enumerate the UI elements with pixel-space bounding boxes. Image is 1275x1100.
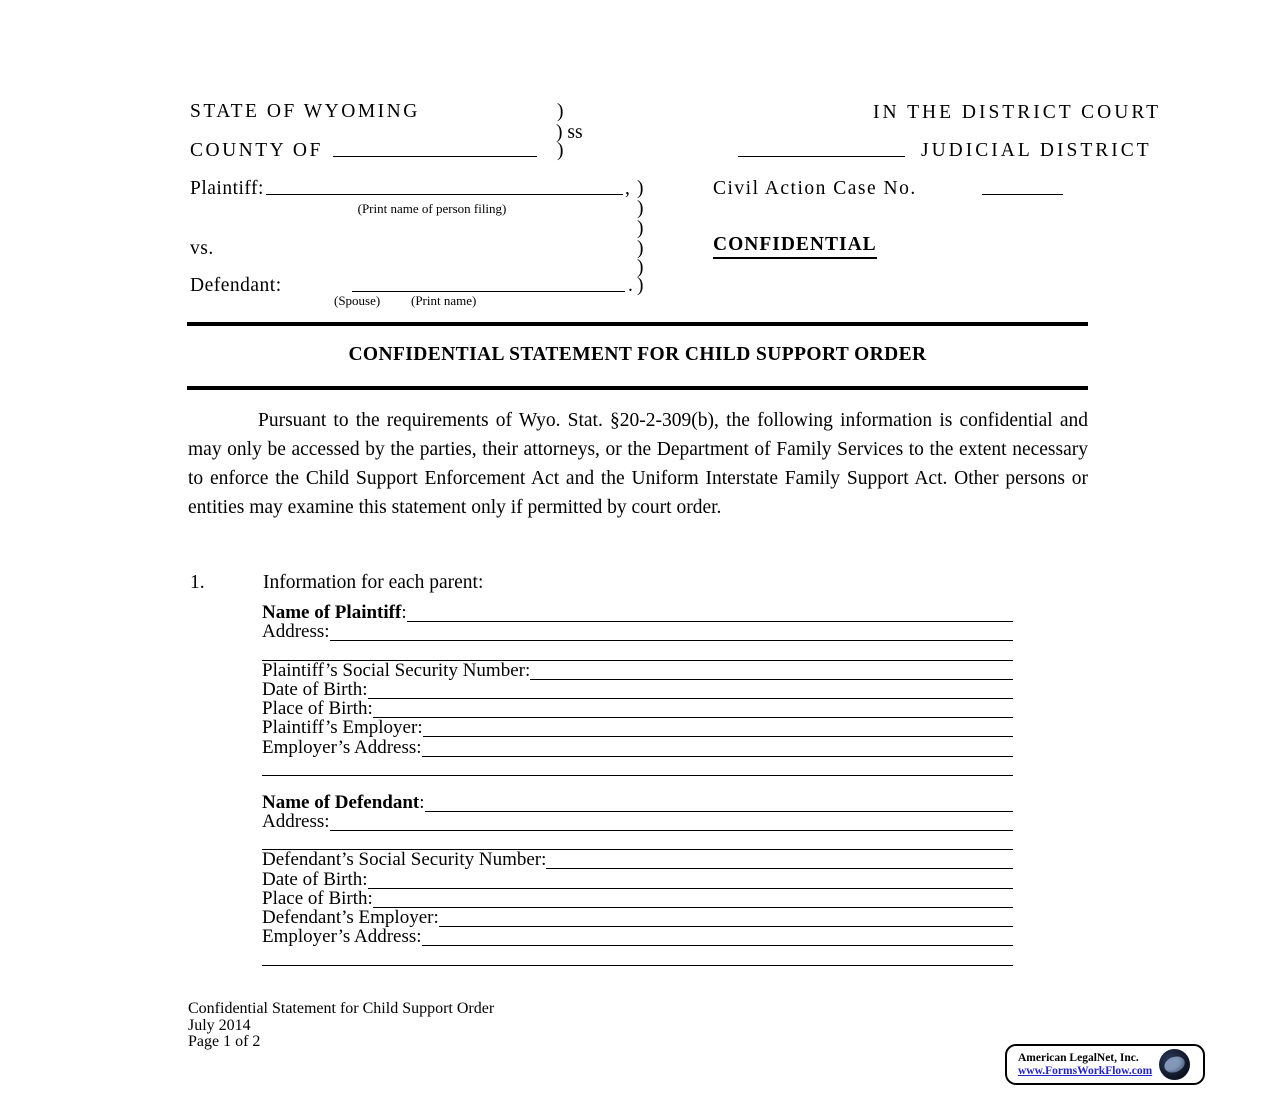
plaintiff-comma: , (625, 178, 630, 199)
form-row-defendant-employer-address-2 (262, 946, 1013, 966)
footer-doc-name: Confidential Statement for Child Support Order (188, 1000, 495, 1017)
defendant-name-label: Name of Defendant (262, 791, 420, 813)
legalnet-badge (1005, 1044, 1205, 1085)
plaintiff-employer-address-line-2[interactable] (262, 774, 1013, 776)
defendant-employer-label: Defendant’s Employer: (262, 907, 439, 928)
print-name-caption: (Print name) (411, 293, 477, 308)
plaintiff-dob-label: Date of Birth: (262, 678, 368, 700)
court-name: IN THE DISTRICT COURT (873, 102, 1162, 123)
ss-marker: ) ss (556, 122, 583, 143)
form-row-defendant-dob (262, 869, 1013, 888)
plaintiff-pob-label: Place of Birth: (262, 698, 373, 720)
defendant-name-input-line[interactable] (352, 274, 625, 292)
county-input-line[interactable] (333, 139, 537, 157)
defendant-ssn-label: Defendant’s Social Security Number: (262, 849, 547, 871)
document-title: CONFIDENTIAL STATEMENT FOR CHILD SUPPORT ORDER (348, 344, 927, 365)
caption-paren: ) (637, 178, 644, 199)
footer-page-number: Page 1 of 2 (188, 1033, 261, 1050)
case-no-label: Civil Action Case No. (713, 178, 917, 199)
caption-paren: ) (557, 101, 564, 122)
defendant-ssn-line[interactable] (546, 867, 1013, 869)
defendant-address-line[interactable] (330, 829, 1013, 831)
plaintiff-employer-address-label: Employer’s Address: (262, 736, 422, 758)
plaintiff-name-input-line[interactable] (266, 177, 623, 195)
globe-logo-icon (1159, 1049, 1190, 1080)
plaintiff-dob-line[interactable] (368, 697, 1013, 699)
form-row-defendant-ssn (262, 850, 1013, 869)
caption-paren: ) (637, 257, 644, 278)
caption-paren: ) (637, 275, 644, 296)
plaintiff-address-line[interactable] (330, 639, 1013, 641)
defendant-name-line[interactable] (425, 810, 1013, 812)
intro-paragraph: Pursuant to the requirements of Wyo. Stat. §20-2-309(b), the following information is confidential and may only be accessed by the parties, their attorneys, or the Department of Family Services to the extent necessary to enforce the Child Support Enforcement Act and the Uniform Interstate Family Support Act. Other persons or entities may examine this statement only if permitted by court order. (188, 410, 1088, 518)
state-line: STATE OF WYOMING (190, 101, 420, 122)
plaintiff-ssn-label: Plaintiff’s Social Security Number: (262, 659, 531, 681)
defendant-label: Defendant: (190, 275, 282, 296)
caption-paren: ) (557, 140, 564, 161)
spouse-caption: (Spouse) (334, 293, 381, 308)
caption-paren: ) (637, 198, 644, 219)
form-row-plaintiff-address (262, 622, 1013, 641)
defendant-pob-line[interactable] (373, 906, 1013, 908)
form-row-defendant-address-2 (262, 831, 1013, 850)
defendant-period: . (628, 275, 633, 296)
print-name-filing-caption: (Print name of person filing) (357, 201, 507, 216)
defendant-employer-address-line[interactable] (422, 944, 1013, 946)
form-row-defendant-address (262, 812, 1013, 831)
title-rule-bottom (187, 386, 1088, 390)
form-row-plaintiff-name: Name of Plaintiff: (262, 603, 1013, 622)
plaintiff-pob-line[interactable] (373, 716, 1013, 718)
badge-url-link[interactable]: www.FormsWorkFlow.com (1018, 1064, 1153, 1077)
judicial-district-input-line[interactable] (738, 139, 905, 157)
form-row-plaintiff-employer-address-2 (262, 757, 1013, 776)
form-row-plaintiff-dob (262, 680, 1013, 699)
plaintiff-label: Plaintiff: (190, 178, 264, 199)
footer-revision-date: July 2014 (188, 1016, 251, 1034)
section-number: 1. (190, 572, 205, 593)
form-row-defendant-employer (262, 908, 1013, 927)
block-spacer (262, 776, 1013, 793)
plaintiff-name-line[interactable] (407, 620, 1013, 622)
defendant-employer-address-line-2[interactable] (262, 964, 1013, 966)
defendant-pob-label: Place of Birth: (262, 887, 373, 909)
caption-paren: ) (637, 238, 644, 259)
plaintiff-name-label: Name of Plaintiff (262, 602, 402, 624)
defendant-dob-line[interactable] (368, 887, 1013, 889)
plaintiff-address-label: Address: (262, 621, 330, 643)
defendant-address-label: Address: (262, 811, 330, 833)
plaintiff-ssn-line[interactable] (530, 678, 1013, 680)
form-row-plaintiff-pob (262, 699, 1013, 718)
defendant-employer-address-label: Employer’s Address: (262, 926, 422, 948)
section-heading: Information for each parent: (263, 572, 484, 593)
form-row-defendant-pob (262, 889, 1013, 908)
case-no-input-line[interactable] (982, 177, 1063, 195)
form-row-plaintiff-ssn (262, 661, 1013, 680)
confidential-stamp: CONFIDENTIAL (713, 233, 877, 259)
parent-info-form (262, 603, 1013, 966)
form-row-plaintiff-address-2 (262, 641, 1013, 660)
defendant-dob-label: Date of Birth: (262, 868, 368, 890)
form-row-plaintiff-employer (262, 718, 1013, 737)
title-rule-top (187, 322, 1088, 326)
defendant-employer-line[interactable] (439, 925, 1013, 927)
caption-paren: ) (637, 218, 644, 239)
plaintiff-employer-address-line[interactable] (422, 755, 1013, 757)
plaintiff-employer-line[interactable] (423, 735, 1013, 737)
form-row-defendant-name: Name of Defendant: (262, 793, 1013, 812)
page-footer (188, 1001, 494, 1051)
county-label: COUNTY OF (190, 140, 323, 161)
vs-label: vs. (190, 238, 214, 259)
form-row-defendant-employer-address (262, 927, 1013, 946)
plaintiff-employer-label: Plaintiff’s Employer: (262, 717, 423, 739)
judicial-district-label: JUDICIAL DISTRICT (921, 140, 1152, 161)
form-row-plaintiff-employer-address (262, 737, 1013, 756)
badge-company-name: American LegalNet, Inc. (1018, 1051, 1139, 1064)
